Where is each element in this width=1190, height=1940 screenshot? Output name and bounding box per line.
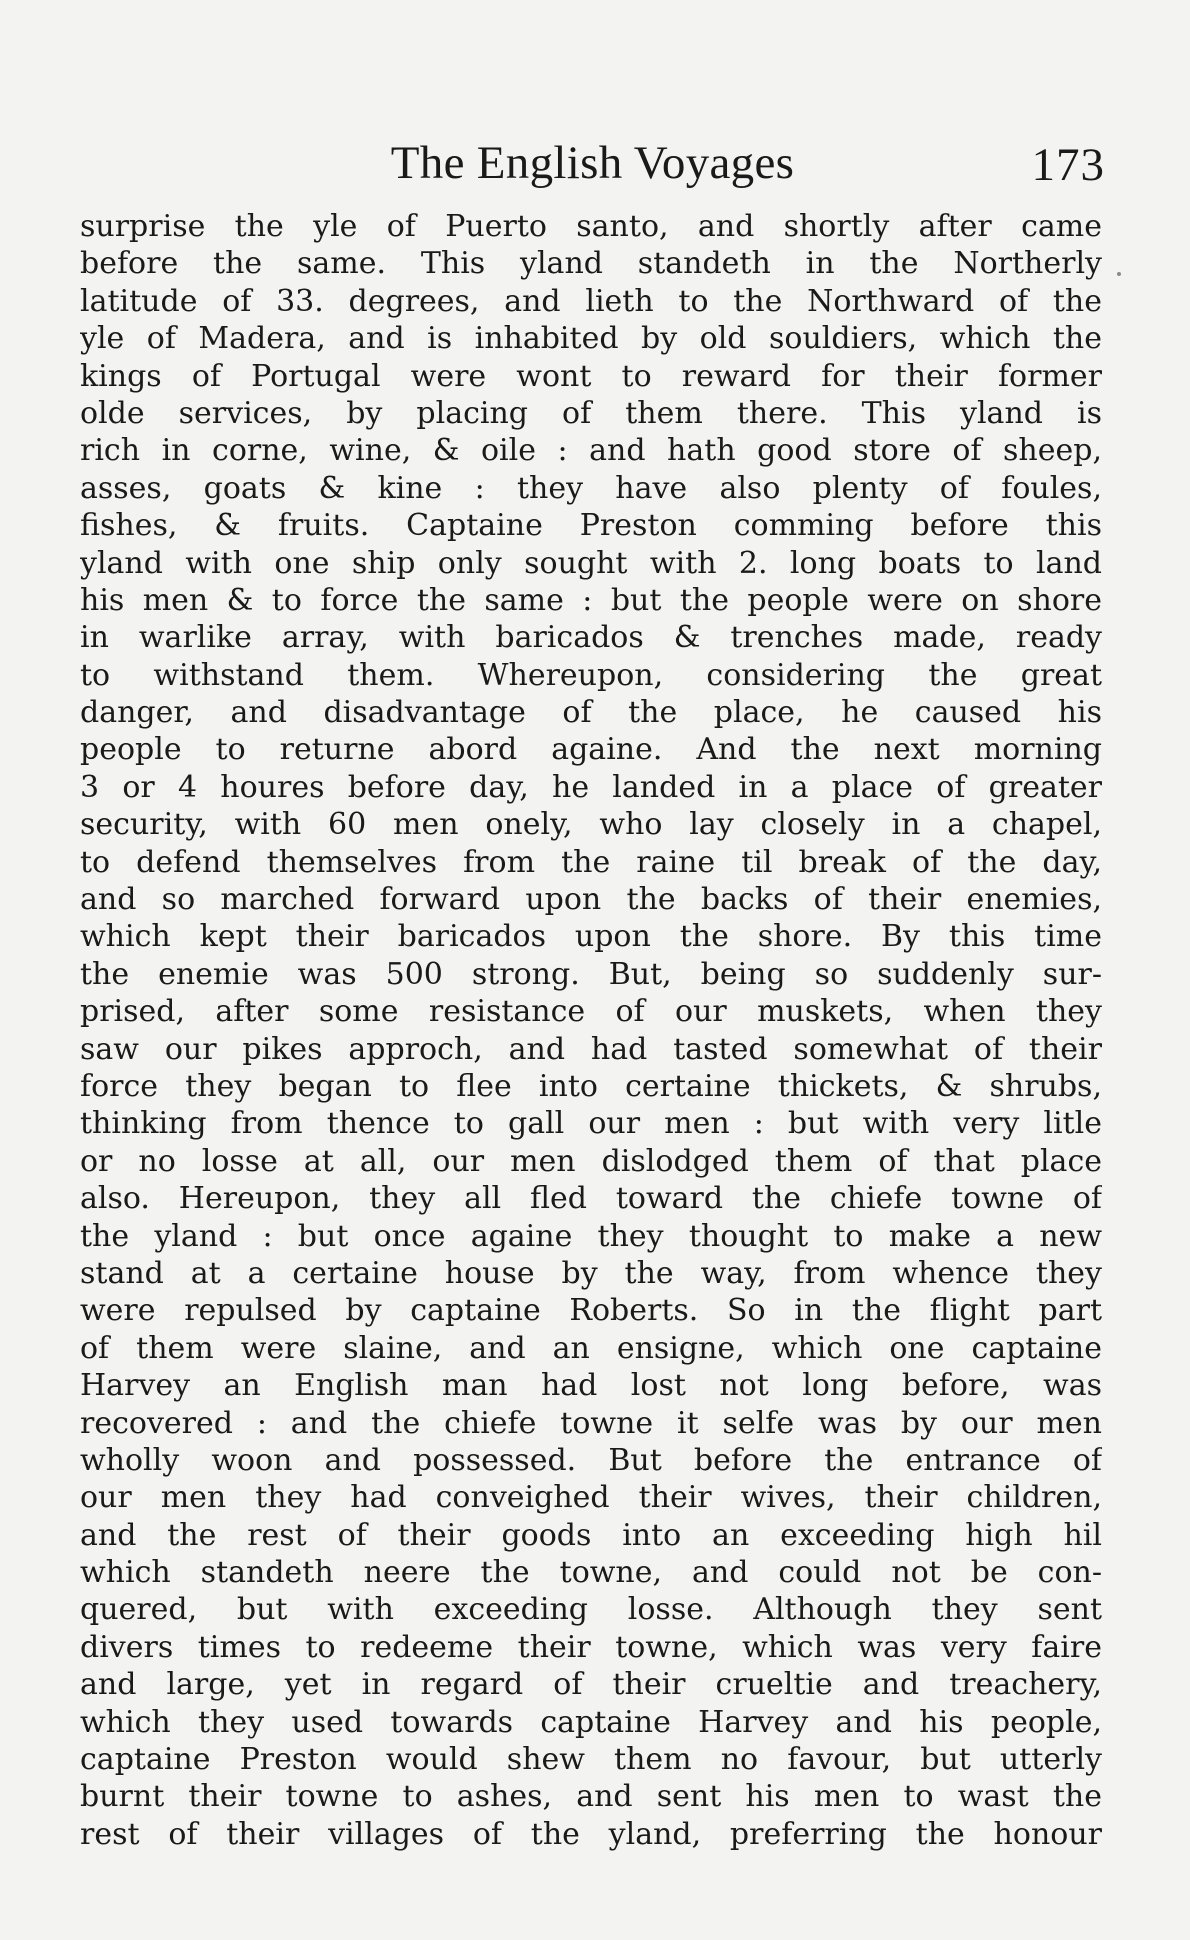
text-line: 3 or 4 houres before day, he landed in a place of greater bbox=[80, 769, 1102, 805]
text-line: Harvey an English man had lost not long before, was bbox=[80, 1368, 1102, 1404]
text-line: his men & to force the same : but the people were on shore bbox=[80, 582, 1102, 618]
text-line: security, with 60 men onely, who lay closely in a chapel, bbox=[80, 807, 1102, 843]
text-line: which standeth neere the towne, and could not be con- bbox=[80, 1555, 1102, 1591]
text-line: and large, yet in regard of their crueltie and treachery, bbox=[80, 1667, 1102, 1703]
text-line: our men they had conveighed their wives, their children, bbox=[80, 1480, 1102, 1516]
running-head bbox=[80, 133, 1105, 193]
text-line: the enemie was 500 strong. But, being so suddenly sur- bbox=[80, 956, 1102, 992]
text-line: force they began to flee into certaine thickets, & shrubs, bbox=[80, 1068, 1102, 1104]
running-title: The English Voyages bbox=[390, 137, 795, 189]
text-line: people to returne abord againe. And the next morning bbox=[80, 732, 1102, 768]
text-line: saw our pikes approch, and had tasted somewhat of their bbox=[80, 1031, 1102, 1067]
text-line: also. Hereupon, they all fled toward the chiefe towne of bbox=[80, 1181, 1102, 1217]
margin-mark bbox=[1117, 272, 1121, 276]
text-line: in warlike array, with baricados & trenches made, ready bbox=[80, 620, 1102, 656]
text-line: burnt their towne to ashes, and sent his men to wast the bbox=[80, 1779, 1102, 1815]
text-line: wholly woon and possessed. But before the entrance of bbox=[80, 1442, 1102, 1478]
text-line: prised, after some resistance of our muskets, when they bbox=[80, 994, 1102, 1030]
text-line: captaine Preston would shew them no favour, but utterly bbox=[80, 1742, 1102, 1778]
text-line: stand at a certaine house by the way, from whence they bbox=[80, 1255, 1102, 1291]
text-line: surprise the yle of Puerto santo, and shortly after came bbox=[80, 209, 1102, 244]
text-line: of them were slaine, and an ensigne, which one captaine bbox=[80, 1330, 1102, 1366]
text-line: divers times to redeeme their towne, which was very faire bbox=[80, 1629, 1102, 1665]
text-line: and so marched forward upon the backs of their enemies, bbox=[80, 882, 1102, 918]
text-line: quered, but with exceeding losse. Although they sent bbox=[80, 1592, 1102, 1628]
text-line: kings of Portugal were wont to reward for their former bbox=[80, 358, 1102, 394]
text-line: which kept their baricados upon the shore. By this time bbox=[80, 919, 1102, 955]
text-line: or no losse at all, our men dislodged them of that place bbox=[80, 1143, 1102, 1179]
text-line: were repulsed by captaine Roberts. So in the flight part bbox=[80, 1293, 1102, 1329]
text-line: danger, and disadvantage of the place, he caused his bbox=[80, 695, 1102, 731]
text-line: and the rest of their goods into an exceeding high hil bbox=[80, 1517, 1102, 1553]
text-line: thinking from thence to gall our men : but with very litle bbox=[80, 1106, 1102, 1142]
page-number: 173 bbox=[1031, 139, 1105, 191]
text-line: fishes, & fruits. Captaine Preston comming before this bbox=[80, 508, 1102, 544]
text-line: yle of Madera, and is inhabited by old souldiers, which the bbox=[80, 321, 1102, 357]
text-line: asses, goats & kine : they have also plenty of foules, bbox=[80, 470, 1102, 506]
text-line: which they used towards captaine Harvey and his people, bbox=[80, 1704, 1102, 1740]
text-line: yland with one ship only sought with 2. long boats to land bbox=[80, 545, 1102, 581]
text-line: to defend themselves from the raine til break of the day, bbox=[80, 844, 1102, 880]
text-line: recovered : and the chiefe towne it selfe was by our men bbox=[80, 1405, 1102, 1441]
text-line: olde services, by placing of them there. This yland is bbox=[80, 395, 1102, 431]
text-line: rest of their villages of the yland, preferring the honour bbox=[80, 1816, 1102, 1852]
body-text bbox=[80, 208, 1102, 1853]
text-line: before the same. This yland standeth in the Northerly bbox=[80, 246, 1102, 282]
text-line: to withstand them. Whereupon, considering the great bbox=[80, 657, 1102, 693]
text-line: latitude of 33. degrees, and lieth to the Northward of the bbox=[80, 283, 1102, 319]
text-line: the yland : but once againe they thought to make a new bbox=[80, 1218, 1102, 1254]
text-line: rich in corne, wine, & oile : and hath good store of sheep, bbox=[80, 433, 1102, 469]
